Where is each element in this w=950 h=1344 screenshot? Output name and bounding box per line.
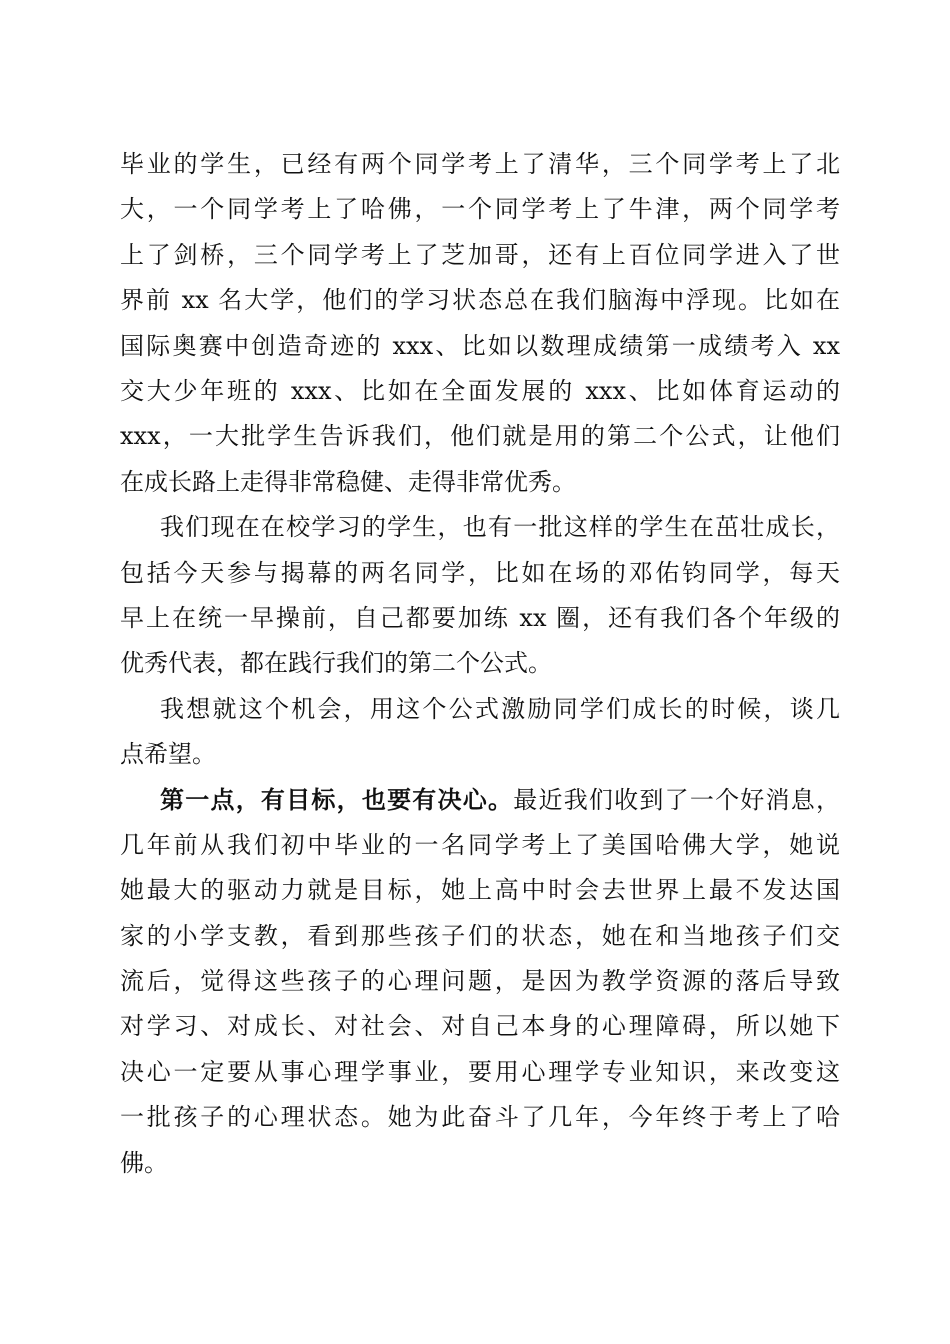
text-line: 交大少年班的 xxx、比如在全面发展的 xxx、比如体育运动的 — [120, 376, 840, 405]
text-line: 我们现在在校学习的学生，也有一批这样的学生在茁壮成长， — [160, 513, 840, 542]
paragraph-1 — [120, 142, 840, 505]
text-line: 包括今天参与揭幕的两名同学，比如在场的邓佑钧同学，每天 — [120, 558, 840, 587]
text-line: 点希望。 — [120, 740, 216, 769]
text-line: 她最大的驱动力就是目标，她上高中时会去世界上最不发达国 — [120, 876, 840, 905]
paragraph-3 — [120, 687, 840, 778]
text-line — [120, 777, 840, 822]
text-line: xxx，一大批学生告诉我们，他们就是用的第二个公式，让他们 — [120, 422, 840, 451]
text-line: 几年前从我们初中毕业的一名同学考上了美国哈佛大学，她说 — [120, 830, 840, 859]
text-line: 上了剑桥，三个同学考上了芝加哥，还有上百位同学进入了世 — [120, 240, 840, 269]
text-line: 一批孩子的心理状态。她为此奋斗了几年，今年终于考上了哈 — [120, 1103, 840, 1132]
text-line: 毕业的学生，已经有两个同学考上了清华，三个同学考上了北 — [120, 150, 840, 178]
text-line: 我想就这个机会，用这个公式激励同学们成长的时候，谈几 — [160, 694, 840, 723]
text-line: 界前 xx 名大学，他们的学习状态总在我们脑海中浮现。比如在 — [120, 286, 840, 315]
text-run: 最近我们收到了一个好消息， — [513, 786, 841, 815]
paragraph-2 — [120, 505, 840, 687]
text-line: 大，一个同学考上了哈佛，一个同学考上了牛津，两个同学考 — [120, 195, 840, 224]
text-line: 对学习、对成长、对社会、对自己本身的心理障碍，所以她下 — [120, 1012, 840, 1041]
text-line: 国际奥赛中创造奇迹的 xxx、比如以数理成绩第一成绩考入 xx — [120, 331, 840, 360]
text-line: 佛。 — [120, 1148, 168, 1177]
text-line: 在成长路上走得非常稳健、走得非常优秀。 — [120, 467, 576, 496]
text-line: 流后，觉得这些孩子的心理问题，是因为教学资源的落后导致 — [120, 967, 840, 996]
text-line: 早上在统一早操前，自己都要加练 xx 圈，还有我们各个年级的 — [120, 603, 840, 632]
text-line: 决心一定要从事心理学事业，要用心理学专业知识，来改变这 — [120, 1057, 840, 1086]
body-text — [120, 142, 840, 1186]
text-line: 优秀代表，都在践行我们的第二个公式。 — [120, 649, 552, 678]
text-line: 家的小学支教，看到那些孩子们的状态，她在和当地孩子们交 — [120, 921, 840, 950]
bold-heading: 第一点，有目标，也要有决心。 — [160, 785, 514, 815]
paragraph-4 — [120, 777, 840, 1186]
